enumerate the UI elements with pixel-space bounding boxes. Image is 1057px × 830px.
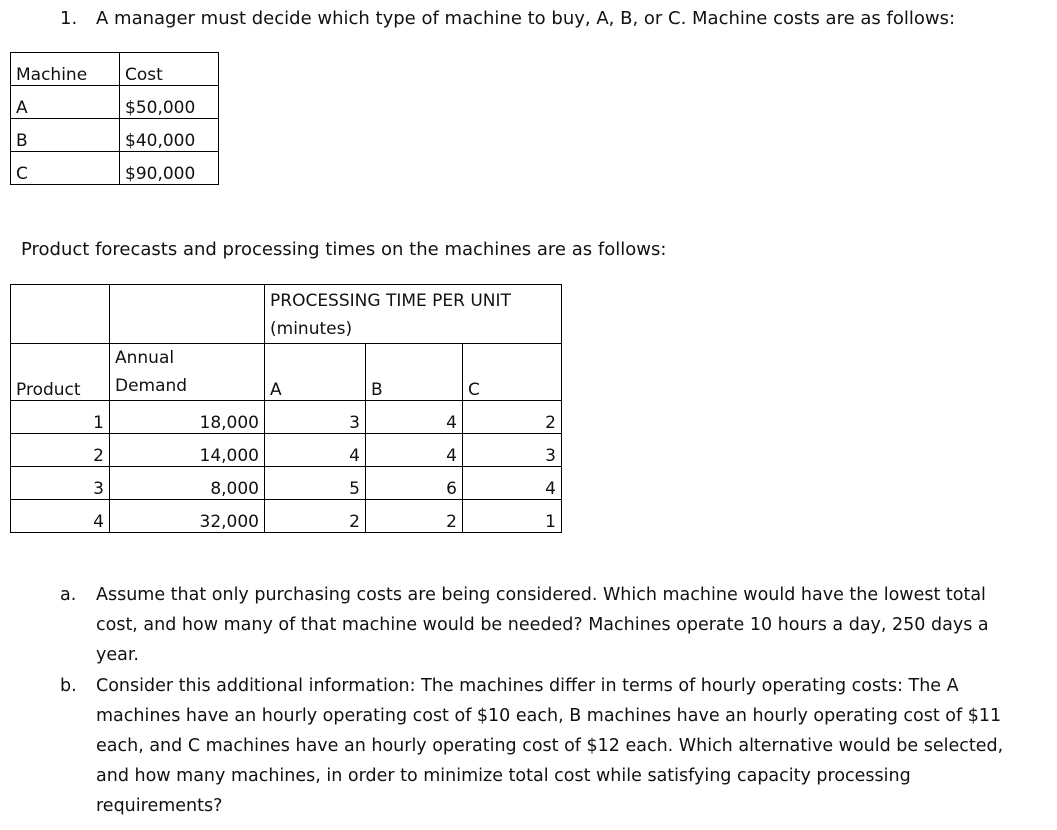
time-a-cell: 2 <box>265 500 366 533</box>
header-machine-c: C <box>463 344 562 401</box>
time-b-cell: 6 <box>366 467 463 500</box>
question-b <box>60 671 1010 821</box>
time-c-cell: 1 <box>463 500 562 533</box>
problem-number: 1. <box>60 8 78 29</box>
header-demand: Demand <box>115 376 188 396</box>
table-row <box>11 86 219 119</box>
question-a <box>60 580 1010 670</box>
cost-cell: $40,000 <box>120 119 219 152</box>
header-machine-b: B <box>366 344 463 401</box>
header-machine-a: A <box>265 344 366 401</box>
machine-cell: C <box>11 152 120 185</box>
table-row <box>11 434 562 467</box>
machine-cost-table <box>10 52 219 185</box>
demand-cell: 8,000 <box>110 467 265 500</box>
time-c-cell: 3 <box>463 434 562 467</box>
header-product: Product <box>11 344 110 401</box>
question-b-text: Consider this additional information: The machines differ in terms of hourly operating costs: The A machines have an hourly operating cost of $10 each, B machines have an hourly operating cost of $11 each, and C machines have an hourly operating cost of $12 each. Which alternative would be selected, and how many machines, in order to minimize total cost while satisfying capacity processing requirements? <box>96 676 1004 816</box>
question-a-text: Assume that only purchasing costs are being considered. Which machine would have the lowest total cost, and how many of that machine would be needed? Machines operate 10 hours a day, 250 days a year. <box>96 585 989 665</box>
cost-cell: $50,000 <box>120 86 219 119</box>
table-subheader-row <box>11 344 562 401</box>
time-b-cell: 4 <box>366 401 463 434</box>
table-header-row <box>11 285 562 344</box>
header-annual: Annual <box>115 348 175 368</box>
demand-cell: 14,000 <box>110 434 265 467</box>
time-c-cell: 2 <box>463 401 562 434</box>
problem-intro: A manager must decide which type of machine to buy, A, B, or C. Machine costs are as follows: <box>96 8 956 29</box>
processing-header-line2: (minutes) <box>270 319 353 339</box>
empty-header-cell <box>11 285 110 344</box>
product-cell: 4 <box>11 500 110 533</box>
demand-cell: 32,000 <box>110 500 265 533</box>
header-cost: Cost <box>120 53 219 86</box>
header-annual-demand <box>110 344 265 401</box>
machine-cell: B <box>11 119 120 152</box>
time-c-cell: 4 <box>463 467 562 500</box>
product-cell: 1 <box>11 401 110 434</box>
table-row <box>11 500 562 533</box>
product-cell: 3 <box>11 467 110 500</box>
demand-cell: 18,000 <box>110 401 265 434</box>
table-row <box>11 467 562 500</box>
time-a-cell: 3 <box>265 401 366 434</box>
cost-cell: $90,000 <box>120 152 219 185</box>
time-a-cell: 4 <box>265 434 366 467</box>
empty-header-cell <box>110 285 265 344</box>
time-b-cell: 4 <box>366 434 463 467</box>
question-b-label: b. <box>60 676 77 696</box>
table-header-row <box>11 53 219 86</box>
forecast-intro: Product forecasts and processing times on the machines are as follows: <box>21 239 667 260</box>
table-row <box>11 152 219 185</box>
forecast-table <box>10 284 562 533</box>
processing-time-header <box>265 285 562 344</box>
header-machine: Machine <box>11 53 120 86</box>
processing-header-line1: PROCESSING TIME PER UNIT <box>270 291 511 311</box>
table-row <box>11 119 219 152</box>
time-a-cell: 5 <box>265 467 366 500</box>
time-b-cell: 2 <box>366 500 463 533</box>
question-a-label: a. <box>60 585 77 605</box>
product-cell: 2 <box>11 434 110 467</box>
problem-statement <box>60 8 955 29</box>
table-row <box>11 401 562 434</box>
machine-cell: A <box>11 86 120 119</box>
